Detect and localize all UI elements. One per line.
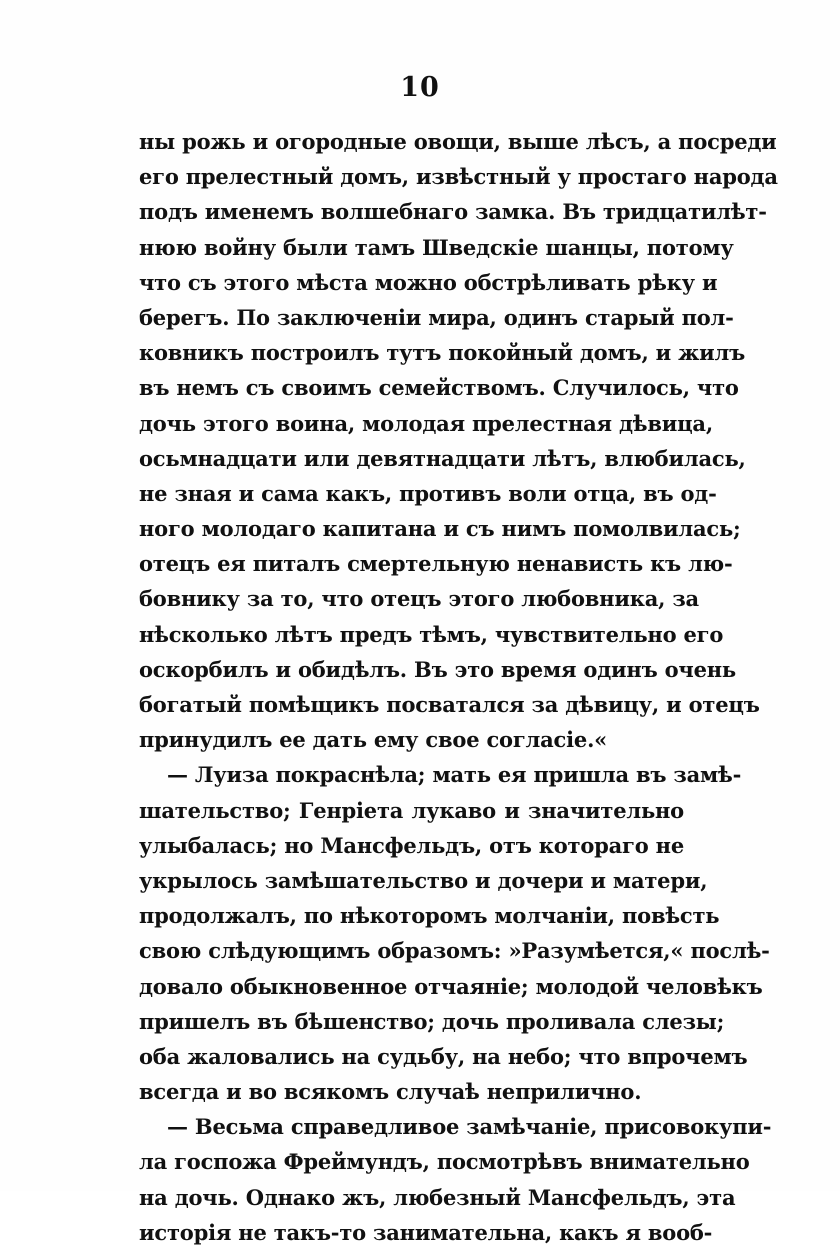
text-line: ного молодаго капитана и съ нимъ помолвилась; — [139, 516, 741, 542]
text-line: нюю войну были тамъ Шведскіе шанцы, потому — [139, 234, 734, 260]
text-line: улыбалась; но Мансфельдъ, отъ котораго не — [139, 832, 684, 858]
text-line: богатый помѣщикъ посватался за дѣвицу, и отецъ — [139, 692, 760, 717]
text-line: что съ этого мѣста можно обстрѣливать рѣку и — [139, 269, 718, 295]
text-line: нѣсколько лѣтъ предъ тѣмъ, чувствительно его — [139, 621, 724, 647]
text-line: осьмнадцати или девятнадцати лѣтъ, влюбилась, — [139, 445, 746, 471]
text-line: отецъ ея питалъ смертельную ненависть къ лю- — [139, 551, 733, 577]
text-line: продолжалъ, по нѣкоторомъ молчаніи, повѣсть — [139, 903, 720, 929]
text-line: оскорбилъ и обидѣлъ. Въ это время одинъ очень — [139, 656, 736, 682]
page-number: 10 — [400, 72, 440, 103]
text-line: укрылось замѣшательство и дочери и матери, — [139, 867, 708, 893]
text-line: дочь этого воина, молодая прелестная дѣвица, — [139, 410, 713, 436]
text-line: берегъ. По заключеніи мира, одинъ старый пол- — [139, 304, 734, 330]
paragraph-end-line: всегда и во всякомъ случаѣ неприлично. — [139, 1079, 642, 1105]
text-line: на дочь. Однако жъ, любезный Мансфельдъ, эта — [139, 1184, 736, 1210]
text-line: бовнику за то, что отецъ этого любовника, за — [139, 586, 699, 612]
text-line: пришелъ въ бѣшенство; дочь проливала слезы; — [139, 1008, 725, 1034]
text-line: ны рожь и огородные овощи, выше лѣсъ, а посреди — [139, 129, 777, 154]
paragraph-end-line: принудилъ ее дать ему свое согласіе.« — [139, 727, 608, 753]
text-line: ковникъ построилъ тутъ покойный домъ, и жилъ — [139, 340, 746, 366]
paragraph-start-line: — Луиза покраснѣла; мать ея пришла въ замѣ- — [167, 762, 742, 788]
text-line: шательство; Генріета лукаво и значительно — [139, 797, 684, 823]
text-line: въ немъ съ своимъ семействомъ. Случилось, что — [139, 375, 739, 401]
text-line: довало обыкновенное отчаяніе; молодой человѣкъ — [139, 973, 763, 999]
text-line: исторія не такъ-то занимательна, какъ я вооб- — [139, 1219, 713, 1245]
text-line: подъ именемъ волшебнаго замка. Въ тридцатилѣт- — [139, 199, 767, 225]
body-text — [139, 124, 778, 1250]
text-line: ла госпожа Фреймундъ, посмотрѣвъ внимательно — [139, 1149, 750, 1175]
text-line: свою слѣдующимъ образомъ: »Разумѣется,« послѣ- — [139, 938, 770, 964]
text-line: не зная и сама какъ, противъ воли отца, въ од- — [139, 480, 717, 506]
text-line: его прелестный домъ, извѣстный у простаго народа — [139, 164, 778, 190]
paragraph-start-line: — Весьма справедливое замѣчаніе, присовокупи- — [167, 1114, 772, 1140]
text-line: оба жаловались на судьбу, на небо; что впрочемъ — [139, 1043, 748, 1069]
